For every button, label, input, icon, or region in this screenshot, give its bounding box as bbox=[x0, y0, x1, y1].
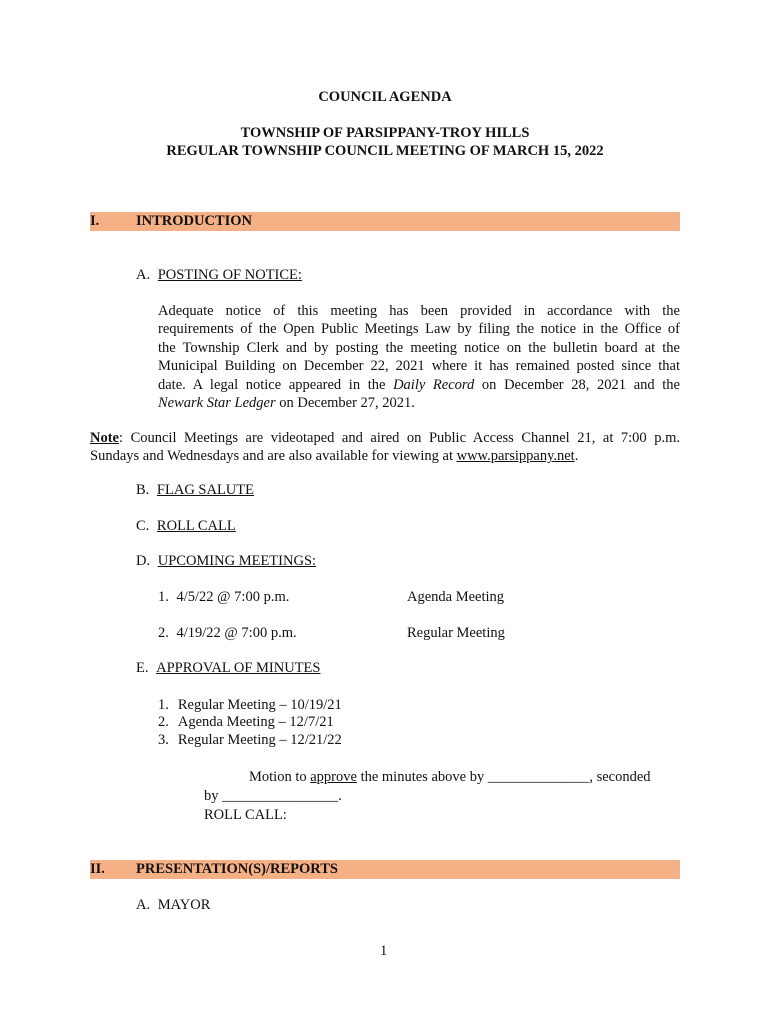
minutes-item: 1. Regular Meeting – 10/19/21 bbox=[158, 697, 342, 713]
section-number: II. bbox=[90, 861, 105, 877]
item-b-flag-salute: B. FLAG SALUTE bbox=[136, 482, 254, 498]
posting-paragraph bbox=[158, 302, 680, 412]
item-e-approval-of-minutes: E. APPROVAL OF MINUTES bbox=[136, 660, 321, 676]
item-d-upcoming-meetings: D. UPCOMING MEETINGS: bbox=[136, 553, 317, 569]
paragraph-line: the Township Clerk and by posting the meeting notice on the bulletin board at the bbox=[158, 339, 680, 356]
paragraph-line: Adequate notice of this meeting has been provided in accordance with the bbox=[158, 303, 680, 319]
motion-seconded-line: by ________________. bbox=[204, 788, 342, 804]
upcoming-meeting-item: 1. 4/5/22 @ 7:00 p.m. bbox=[158, 589, 290, 605]
section-heading-introduction bbox=[90, 212, 680, 231]
item-label: APPROVAL OF MINUTES bbox=[156, 660, 321, 676]
minutes-item: 3. Regular Meeting – 12/21/22 bbox=[158, 732, 342, 748]
item-label: POSTING OF NOTICE: bbox=[157, 267, 302, 283]
item-label: FLAG SALUTE bbox=[156, 482, 254, 498]
paragraph-line: requirements of the Open Public Meetings Law by filing the notice in the Office of bbox=[158, 321, 680, 338]
note-paragraph: Note: Council Meetings are videotaped and aired on Public Access Channel 21, at 7:00 p.m. Sundays and Wednesdays and are also available for viewing at www.parsippany.net. bbox=[90, 430, 680, 465]
document-title: COUNCIL AGENDA bbox=[318, 89, 452, 105]
section-title: INTRODUCTION bbox=[136, 213, 253, 229]
paragraph-line: Newark Star Ledger on December 27, 2021. bbox=[158, 395, 415, 412]
meeting-date: 4/5/22 @ 7:00 p.m. bbox=[176, 589, 290, 605]
item-a-mayor: A. MAYOR bbox=[136, 897, 211, 913]
paragraph-line: Municipal Building on December 22, 2021 where it has remained posted since that bbox=[158, 358, 680, 375]
meeting-date: 4/19/22 @ 7:00 p.m. bbox=[176, 625, 297, 641]
website-link[interactable]: www.parsippany.net bbox=[456, 448, 575, 465]
meeting-title: REGULAR TOWNSHIP COUNCIL MEETING OF MARCH 15, 2022 bbox=[166, 143, 604, 159]
meeting-type: Agenda Meeting bbox=[407, 589, 505, 605]
meeting-type: Regular Meeting bbox=[407, 625, 505, 641]
item-letter: A. bbox=[136, 267, 151, 283]
upcoming-meeting-item: 2. 4/19/22 @ 7:00 p.m. bbox=[158, 625, 297, 641]
minutes-item: 2. Agenda Meeting – 12/7/21 bbox=[158, 714, 334, 730]
item-label: ROLL CALL bbox=[156, 518, 236, 534]
section-heading-presentations bbox=[90, 860, 680, 879]
item-c-roll-call: C. ROLL CALL bbox=[136, 518, 236, 534]
section-number: I. bbox=[90, 213, 100, 229]
note-label: Note bbox=[90, 430, 119, 446]
newspaper-name: Daily Record bbox=[393, 376, 475, 393]
newspaper-name: Newark Star Ledger bbox=[158, 395, 276, 412]
paragraph-line: date. A legal notice appeared in the Daily Record on December 28, 2021 and the bbox=[158, 376, 680, 393]
roll-call-label: ROLL CALL: bbox=[204, 807, 287, 823]
item-label: MAYOR bbox=[157, 897, 211, 913]
motion-text: Motion to approve the minutes above by ______________, seconded bbox=[249, 769, 651, 785]
page-number: 1 bbox=[380, 943, 388, 959]
section-title: PRESENTATION(S)/REPORTS bbox=[136, 861, 338, 877]
item-a-posting bbox=[136, 267, 302, 284]
item-label: UPCOMING MEETINGS: bbox=[157, 553, 317, 569]
approve-word: approve bbox=[310, 769, 357, 785]
township-name: TOWNSHIP OF PARSIPPANY-TROY HILLS bbox=[240, 125, 530, 141]
